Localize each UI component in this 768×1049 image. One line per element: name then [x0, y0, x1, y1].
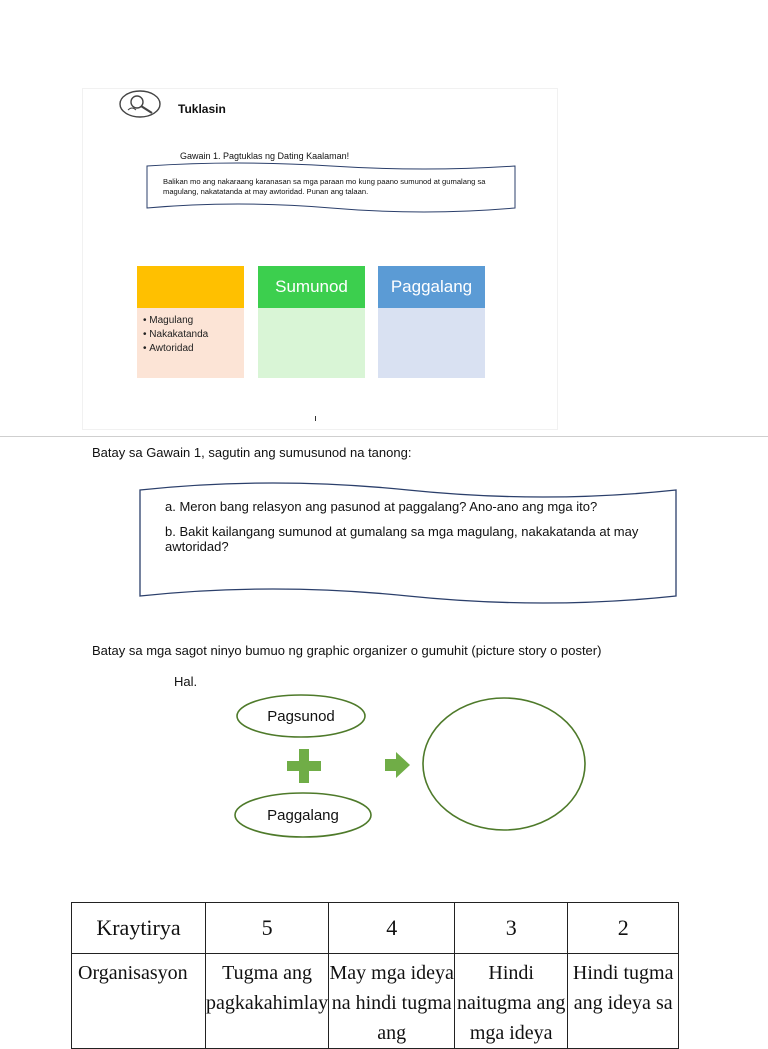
card-paggalang-body	[378, 308, 485, 378]
score-2-cell: Hindi tugma ang ideya sa	[568, 954, 679, 1049]
criteria-cell: Organisasyon	[72, 954, 206, 1049]
magnifier-icon	[118, 90, 164, 122]
header-score-4: 4	[329, 903, 455, 954]
list-item: • Magulang	[143, 314, 244, 328]
header-score-2: 2	[568, 903, 679, 954]
card-paggalang-header: Paggalang	[378, 266, 485, 308]
table-row	[72, 954, 679, 1049]
header-score-5: 5	[206, 903, 329, 954]
plus-icon	[287, 749, 321, 783]
result-circle	[423, 698, 585, 830]
list-item: • Awtoridad	[143, 342, 244, 356]
header-criteria: Kraytirya	[72, 903, 206, 954]
list-item: • Nakakatanda	[143, 328, 244, 342]
card-category	[137, 266, 244, 378]
example-label: Hal.	[174, 674, 198, 689]
rubric-table	[71, 902, 679, 1049]
questions-block	[165, 499, 665, 564]
card-sumunod-header: Sumunod	[258, 266, 365, 308]
score-4-cell: May mga ideya na hindi tugma ang	[329, 954, 455, 1049]
activity-heading: Gawain 1. Pagtuklas ng Dating Kaalaman!	[180, 151, 350, 161]
page-mark	[315, 416, 316, 421]
activity-instruction: Balikan mo ang nakaraang karanasan sa mga paraan mo kung paano sumunod at gumalang sa magulang, nakatatanda at may awtoridad. Punan ang talaan.	[163, 177, 486, 196]
arrow-right-icon	[385, 752, 410, 778]
card-category-body	[137, 308, 244, 378]
page-divider	[0, 436, 768, 437]
paggalang-label: Paggalang	[267, 806, 339, 824]
card-sumunod	[258, 266, 365, 378]
category-list	[137, 308, 244, 356]
pagsunod-label: Pagsunod	[267, 707, 335, 725]
activity-panel	[82, 88, 558, 430]
card-sumunod-body	[258, 308, 365, 378]
rubric-header-row	[72, 903, 679, 954]
question-a: a. Meron bang relasyon ang pasunod at paggalang? Ano-ano ang mga ito?	[165, 499, 598, 514]
questions-prompt: Batay sa Gawain 1, sagutin ang sumusunod na tanong:	[92, 445, 412, 460]
header-score-3: 3	[455, 903, 568, 954]
organizer-prompt: Batay sa mga sagot ninyo bumuo ng graphic organizer o gumuhit (picture story o poster)	[92, 643, 602, 658]
question-b: b. Bakit kailangang sumunod at gumalang sa mga magulang, nakakatanda at may awtoridad?	[165, 524, 639, 554]
card-paggalang	[378, 266, 485, 378]
score-3-cell: Hindi naitugma ang mga ideya	[455, 954, 568, 1049]
card-category-header	[137, 266, 244, 308]
score-5-cell: Tugma ang pagkakahimlay	[206, 954, 329, 1049]
section-title: Tuklasin	[178, 102, 226, 116]
